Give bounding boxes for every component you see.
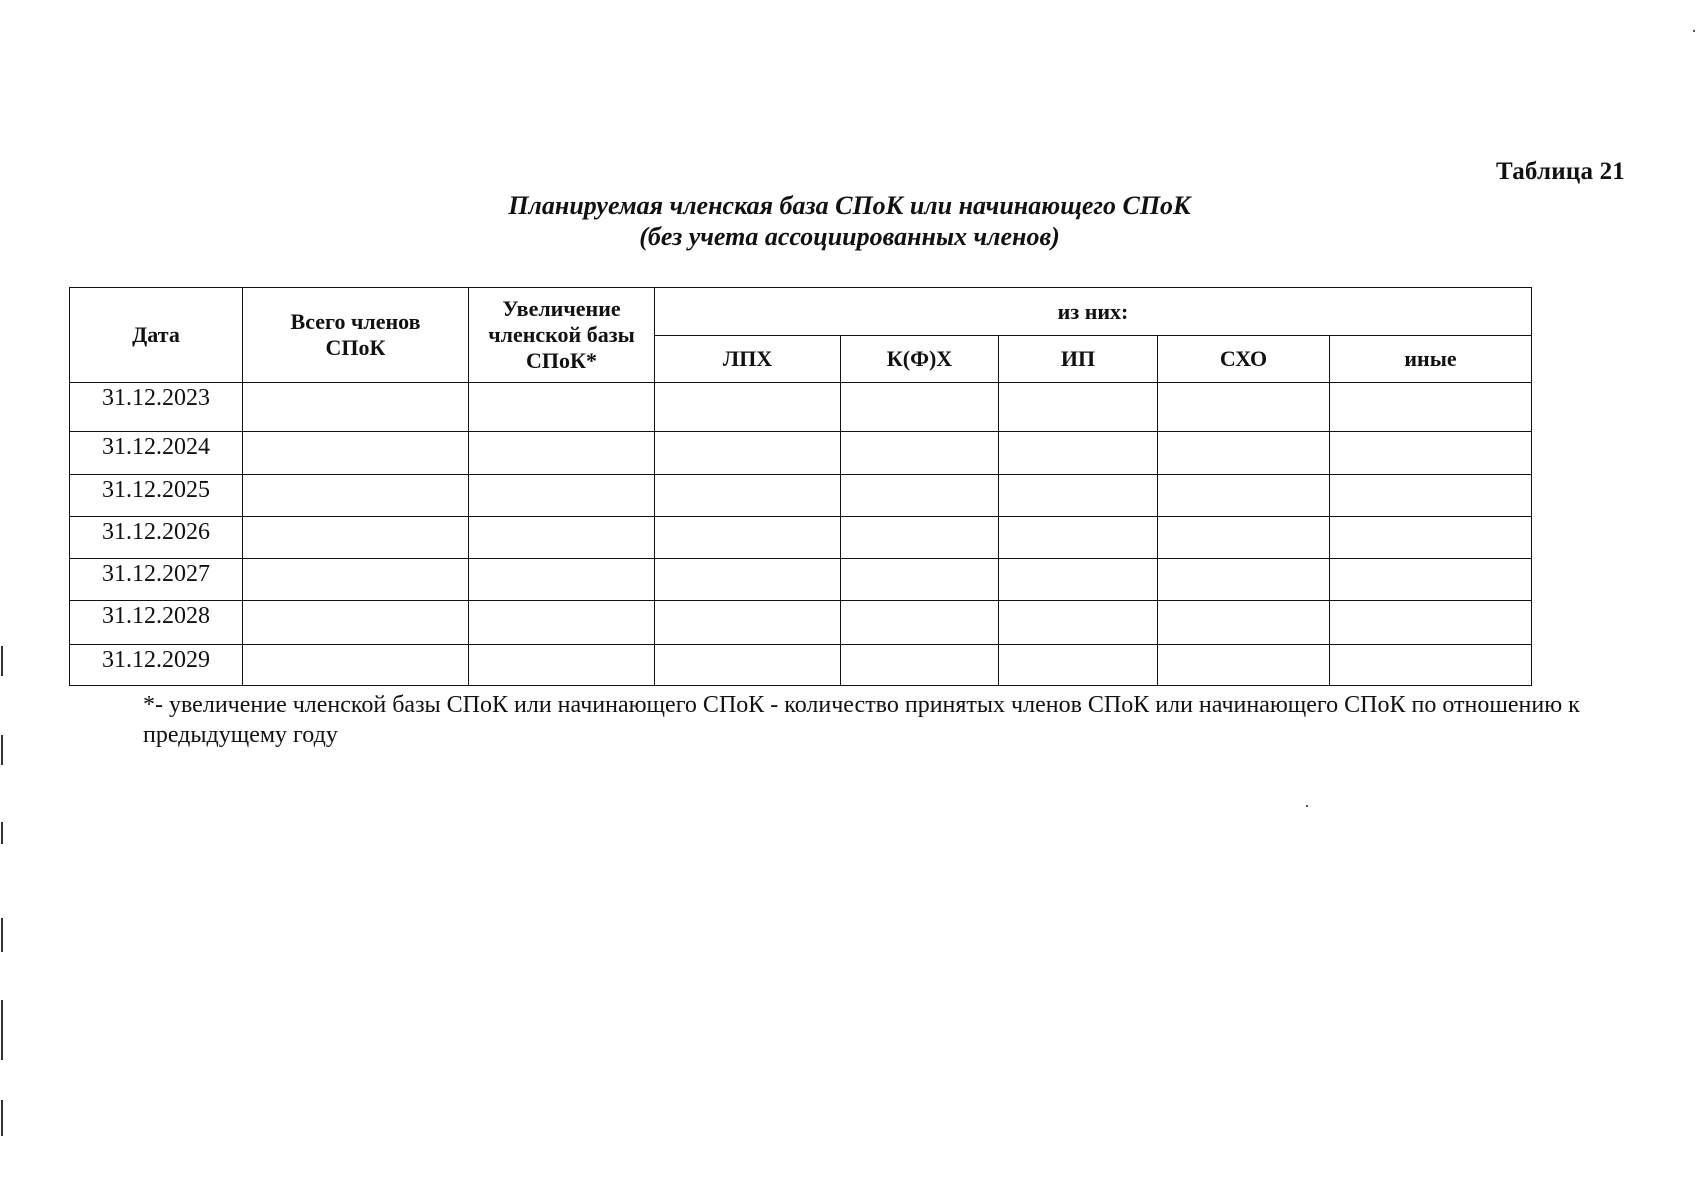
cell-kfh <box>841 559 999 601</box>
header-other: иные <box>1330 336 1532 383</box>
cell-ip <box>999 601 1158 645</box>
cell-kfh <box>841 475 999 517</box>
cell-kfh <box>841 601 999 645</box>
cell-sho <box>1158 559 1330 601</box>
cell-kfh <box>841 645 999 686</box>
cell-increase <box>469 601 655 645</box>
header-sho: СХО <box>1158 336 1330 383</box>
scan-artifact <box>1693 30 1695 32</box>
cell-other <box>1330 601 1532 645</box>
cell-lph <box>655 432 841 475</box>
table-row <box>70 517 1532 559</box>
cell-total <box>243 383 469 432</box>
cell-sho <box>1158 517 1330 559</box>
scan-artifact <box>1306 805 1308 807</box>
scan-artifact <box>1 918 3 952</box>
scan-artifact <box>1 735 3 765</box>
header-kfh: К(Ф)Х <box>841 336 999 383</box>
cell-total <box>243 517 469 559</box>
cell-total <box>243 645 469 686</box>
header-of-them: из них: <box>655 288 1532 336</box>
cell-other <box>1330 517 1532 559</box>
cell-ip <box>999 383 1158 432</box>
cell-total <box>243 475 469 517</box>
cell-kfh <box>841 432 999 475</box>
cell-sho <box>1158 432 1330 475</box>
cell-total <box>243 559 469 601</box>
cell-date: 31.12.2028 <box>70 601 243 645</box>
cell-total <box>243 432 469 475</box>
table-row <box>70 559 1532 601</box>
header-row-1 <box>70 288 1532 336</box>
cell-other <box>1330 645 1532 686</box>
cell-ip <box>999 645 1158 686</box>
cell-date: 31.12.2026 <box>70 517 243 559</box>
cell-lph <box>655 517 841 559</box>
cell-other <box>1330 559 1532 601</box>
cell-ip <box>999 432 1158 475</box>
header-membership-increase: Увеличение членской базы СПоК* <box>469 288 655 383</box>
cell-sho <box>1158 601 1330 645</box>
cell-other <box>1330 475 1532 517</box>
cell-increase <box>469 475 655 517</box>
cell-ip <box>999 517 1158 559</box>
header-lph: ЛПХ <box>655 336 841 383</box>
cell-total <box>243 601 469 645</box>
cell-kfh <box>841 517 999 559</box>
cell-other <box>1330 383 1532 432</box>
table-row <box>70 645 1532 686</box>
cell-increase <box>469 645 655 686</box>
cell-increase <box>469 383 655 432</box>
scan-artifact <box>1 1000 3 1060</box>
cell-increase <box>469 517 655 559</box>
cell-lph <box>655 559 841 601</box>
scan-artifact <box>1 646 3 676</box>
header-total-members: Всего членов СПоК <box>243 288 469 383</box>
cell-date: 31.12.2025 <box>70 475 243 517</box>
cell-lph <box>655 383 841 432</box>
membership-table <box>69 287 1532 686</box>
cell-date: 31.12.2023 <box>70 383 243 432</box>
table-row <box>70 475 1532 517</box>
table-row <box>70 432 1532 475</box>
footnote: *- увеличение членской базы СПоК или начинающего СПоК - количество принятых членов СПоК или начинающего СПоК по отношению к предыдущему году <box>143 692 1580 748</box>
cell-increase <box>469 559 655 601</box>
cell-other <box>1330 432 1532 475</box>
cell-kfh <box>841 383 999 432</box>
cell-date: 31.12.2027 <box>70 559 243 601</box>
cell-ip <box>999 475 1158 517</box>
cell-sho <box>1158 383 1330 432</box>
cell-lph <box>655 645 841 686</box>
cell-date: 31.12.2029 <box>70 645 243 686</box>
table-row <box>70 383 1532 432</box>
cell-sho <box>1158 475 1330 517</box>
scan-artifact <box>1 822 3 844</box>
header-ip: ИП <box>999 336 1158 383</box>
cell-lph <box>655 601 841 645</box>
table-number: Таблица 21 <box>1495 158 1625 185</box>
cell-ip <box>999 559 1158 601</box>
document-title <box>0 190 1699 252</box>
title-line-2: (без учета ассоциированных членов) <box>639 222 1060 251</box>
scan-artifact <box>1 1100 3 1136</box>
title-line-1: Планируемая членская база СПоК или начинающего СПоК <box>508 191 1191 220</box>
cell-sho <box>1158 645 1330 686</box>
header-date: Дата <box>70 288 243 383</box>
cell-date: 31.12.2024 <box>70 432 243 475</box>
table-row <box>70 601 1532 645</box>
cell-lph <box>655 475 841 517</box>
cell-increase <box>469 432 655 475</box>
